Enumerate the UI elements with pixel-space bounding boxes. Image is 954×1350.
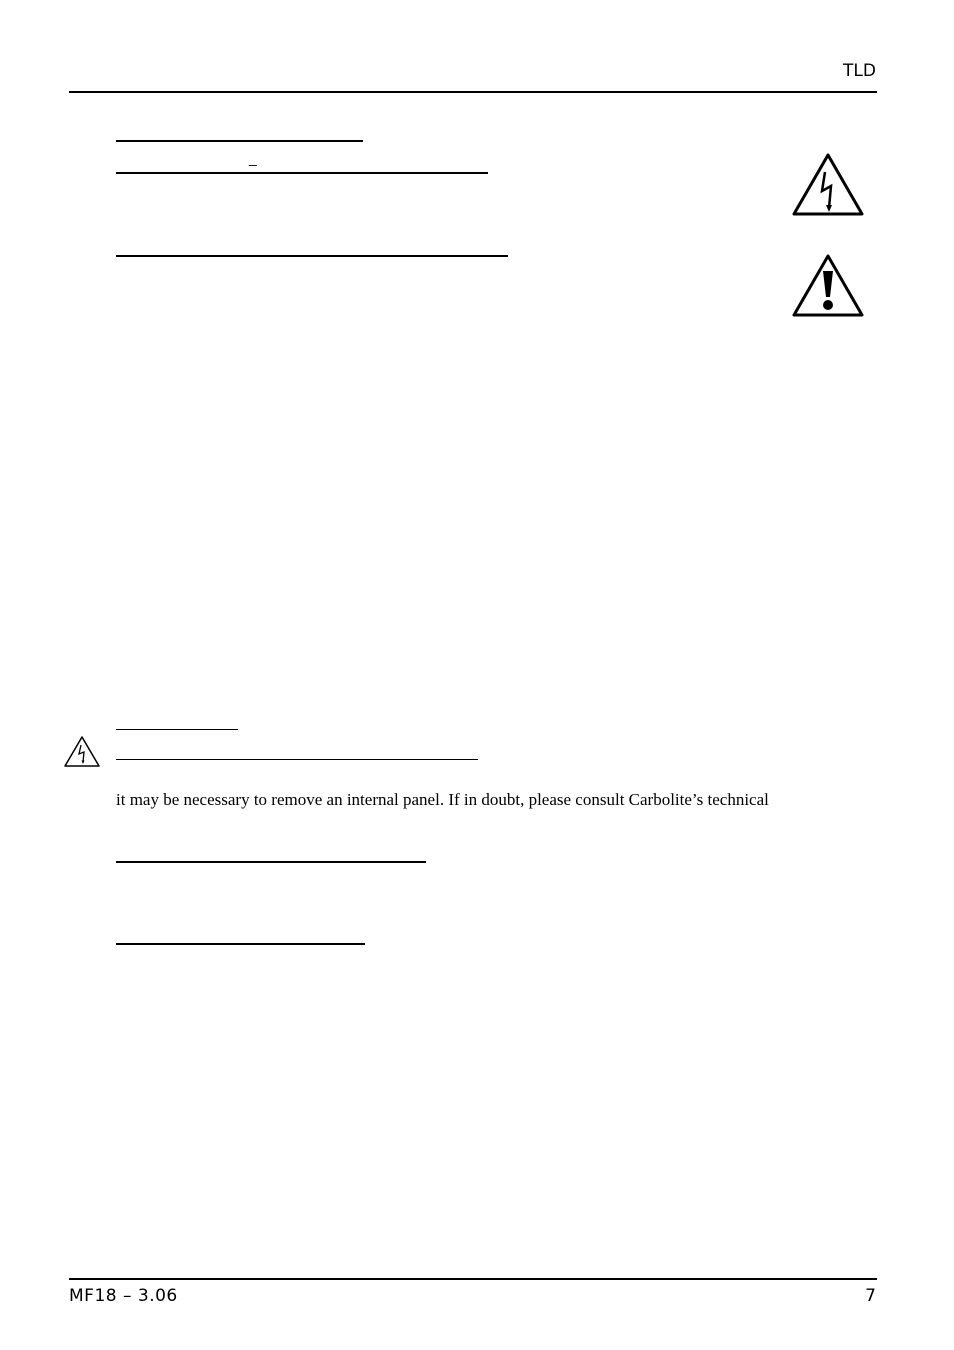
footer-document-ref: MF18 – 3.06 (69, 1286, 178, 1306)
footer-page-number: 7 (865, 1286, 876, 1306)
footer-rule (69, 1278, 877, 1280)
body-text-line: it may be necessary to remove an internal panel. If in doubt, please consult Carbolite’s technical (116, 790, 769, 809)
header-rule (69, 91, 877, 93)
small-dash-mark: _ (249, 150, 257, 166)
subheading-underline-1 (116, 729, 238, 730)
section-underline-2 (116, 943, 365, 945)
heading-underline-3 (116, 255, 508, 257)
heading-underline-2 (116, 172, 488, 174)
section-underline-1 (116, 861, 426, 863)
caution-exclamation-icon (791, 253, 865, 319)
subheading-underline-2 (116, 759, 478, 760)
heading-underline-1 (116, 140, 363, 142)
electrical-hazard-warning-icon (791, 152, 865, 218)
header-product-code: TLD (843, 61, 876, 81)
small-electrical-hazard-icon (63, 735, 101, 768)
